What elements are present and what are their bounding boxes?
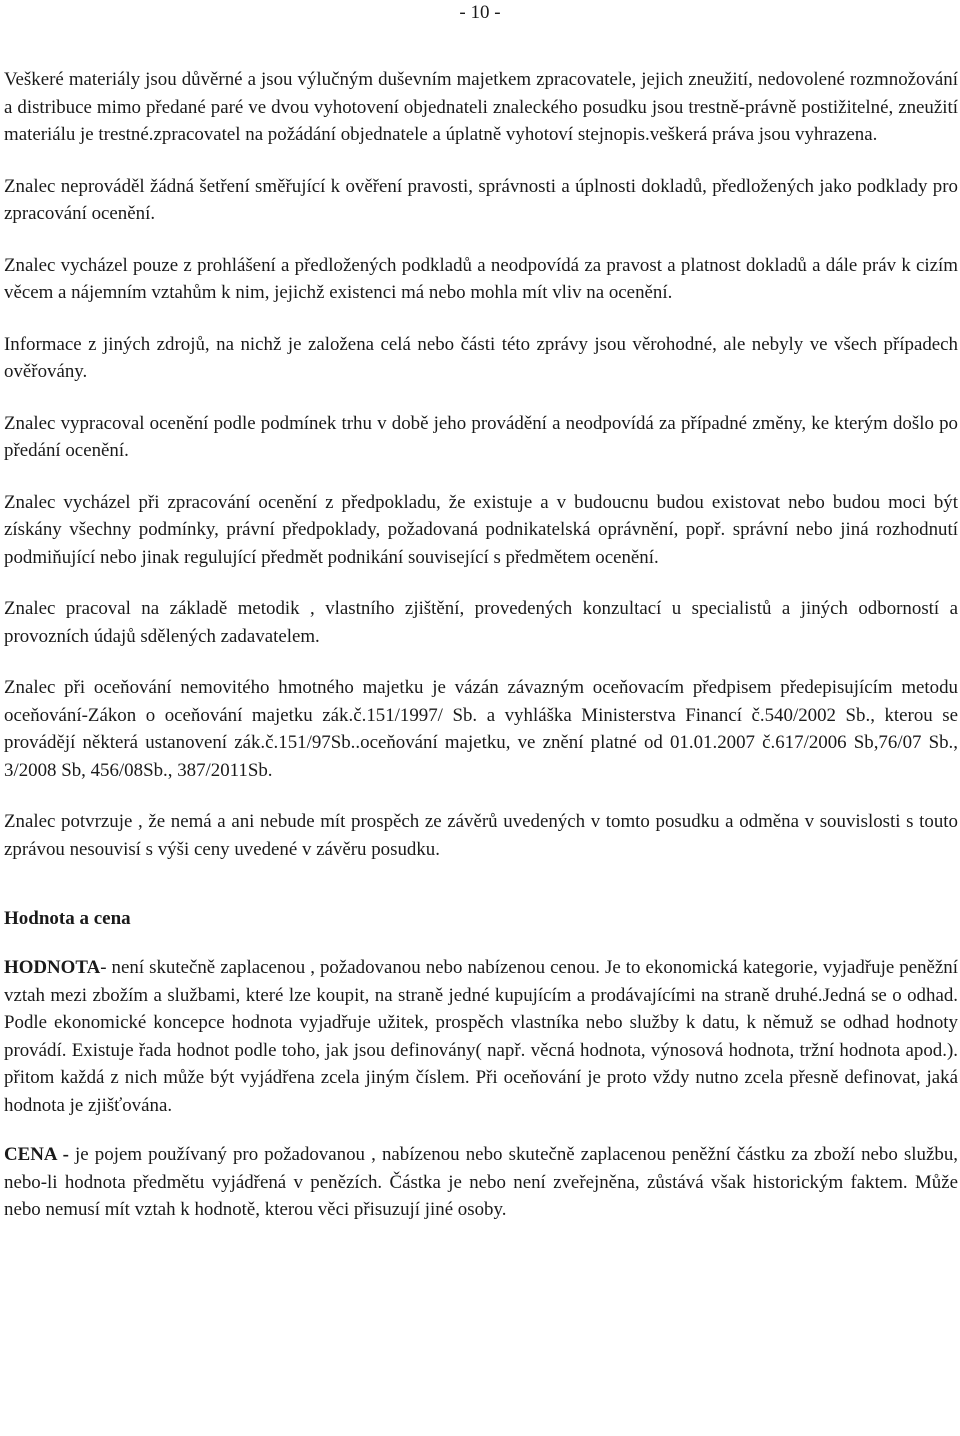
paragraph-declarations: Znalec vycházel pouze z prohlášení a předložených podkladů a neodpovídá za pravost a platnost dokladů a dále práv k cizím věcem a nájemním vztahům k nim, jejichž existenci má nebo mohla mít vliv na ocenění. bbox=[4, 254, 958, 303]
paragraph-no-benefit: Znalec potvrzuje , že nemá a ani nebude mít prospěch ze závěrů uvedených v tomto posudku a odměna v souvislosti s touto zprávou nesouvisí s výši ceny uvedené v závěru posudku. bbox=[4, 811, 958, 860]
paragraph-assumptions: Znalec vycházel při zpracování ocenění z předpokladu, že existuje a v budoucnu budou existovat nebo budou moci být získány všechny podmínky, právní předpoklady, požadovaná podnikatelská oprávnění, popř. správní nebo jiná rozhodnutí podmiňující nebo jinak regulující předmět podnikání související s předmětem ocenění. bbox=[4, 491, 958, 568]
paragraph-no-verification: Znalec neprováděl žádná šetření směřující k ověření pravosti, správnosti a úplnosti dokladů, předložených jako podklady pro zpracování ocenění. bbox=[4, 175, 958, 224]
definition-hodnota: - není skutečně zaplacenou , požadovanou nebo nabízenou cenou. Je to ekonomická kategorie, vyjadřuje peněžní vztah mezi zbožím a službami, které lze koupit, na straně jedné kupujícím a prodávajícími na straně druhé.Jedná se o odhad. Podle ekonomické koncepce hodnota vyjadřuje užitek, prospěch vlastníka nebo služby k datu, k němuž se odhad hodnoty provádí. Existuje řada hodnot podle toho, jak jsou definovány( např. věcná hodnota, výnosová hodnota, tržní hodnota apod.). přitom každá z nich může být vyjádřena zcela jiným číslem. Při oceňování je proto vždy nutno zcela přesně definovat, jaká hodnota je zjišťována. bbox=[4, 957, 958, 1116]
paragraph-legal-regulation: Znalec při oceňování nemovitého hmotného majetku je vázán závazným oceňovacím předpisem předepisujícím metodu oceňování-Zákon o oceňování majetku zák.č.151/1997/ Sb. a vyhláška Ministerstva Financí č.540/2002 Sb., kterou se provádějí některá ustanovení zák.č.151/97Sb..oceňování majetku, ve znění platné od 01.01.2007 č.617/2006 Sb,76/07 Sb., 3/2008 Sb, 456/08Sb., 387/2011Sb. bbox=[4, 677, 958, 781]
term-hodnota: HODNOTA bbox=[4, 957, 101, 978]
paragraph-hodnota bbox=[4, 954, 958, 1119]
paragraph-market-conditions: Znalec vypracoval ocenění podle podmínek trhu v době jeho provádění a neodpovídá za případné změny, ke kterým došlo po předání ocenění. bbox=[4, 412, 958, 461]
document-body bbox=[4, 66, 958, 1248]
term-cena: CENA - bbox=[4, 1144, 69, 1165]
section-heading: Hodnota a cena bbox=[4, 908, 131, 929]
page-number: - 10 - bbox=[459, 2, 501, 23]
paragraph-methodology: Znalec pracoval na základě metodik , vlastního zjištění, provedených konzultací u specialistů a jiných odborností a provozních údajů sdělených zadavatelem. bbox=[4, 598, 958, 647]
paragraph-confidentiality: Veškeré materiály jsou důvěrné a jsou výlučným duševním majetkem zpracovatele, jejich zneužití, nedovolené rozmnožování a distribuce mimo předané paré ve dvou vyhotovení objednateli znaleckého posudku jsou trestně-právně postižitelné, zneužití materiálu je trestné.zpracovatel na požádání objednatele a úplatně vyhotoví stejnopis.veškerá práva jsou vyhrazena. bbox=[4, 69, 958, 145]
definition-cena: je pojem používaný pro požadovanou , nabízenou nebo skutečně zaplacenou peněžní částku za zboží nebo službu, nebo-li hodnota předmětu vyjádřená v penězích. Částka je nebo není zveřejněna, zůstává však historickým faktem. Může nebo nemusí mít vztah k hodnotě, kterou věci přisuzují jiné osoby. bbox=[4, 1144, 958, 1220]
paragraph-other-sources: Informace z jiných zdrojů, na nichž je založena celá nebo části této zprávy jsou věrohodné, ale nebyly ve všech případech ověřovány. bbox=[4, 333, 958, 382]
paragraph-cena bbox=[4, 1141, 958, 1224]
